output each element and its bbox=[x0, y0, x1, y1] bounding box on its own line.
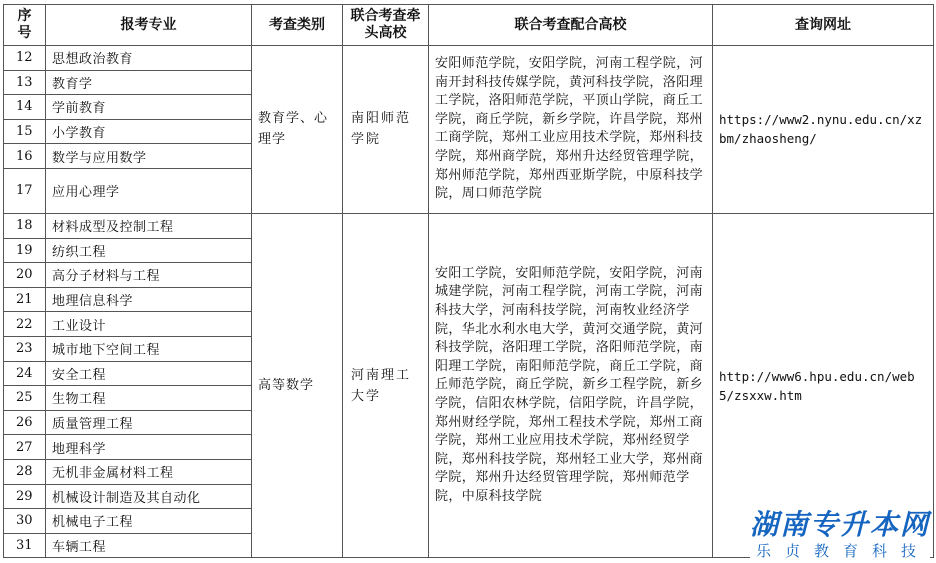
group-url: http://www6.hpu.edu.cn/web5/zsxxw.htm bbox=[713, 213, 934, 557]
group-partner-schools: 安阳师范学院，安阳学院，河南工程学院，河南开封科技传媒学院，黄河科技学院，洛阳理工学院，洛阳师范学院，平顶山学院，商丘工学院，商丘学院，新乡学院，许昌学院，郑州工商学院，郑州工业应用技术学院，郑州科技学院，郑州商学院，郑州升达经贸管理学院，郑州师范学院，郑州西亚斯学院，中原科技学院，周口师范学院 bbox=[429, 46, 713, 214]
watermark-logo bbox=[750, 509, 930, 561]
table-row bbox=[4, 213, 934, 238]
header-row bbox=[4, 5, 934, 46]
row-no: 28 bbox=[4, 459, 46, 484]
watermark-subtitle: 乐贞教育科技 bbox=[750, 541, 930, 561]
row-no: 30 bbox=[4, 509, 46, 534]
row-major: 机械设计制造及其自动化 bbox=[46, 484, 252, 509]
row-no: 19 bbox=[4, 238, 46, 263]
watermark-title: 湖南专升本网 bbox=[749, 508, 930, 541]
group-category: 高等数学 bbox=[252, 213, 343, 557]
row-no: 23 bbox=[4, 336, 46, 361]
row-major: 思想政治教育 bbox=[46, 46, 252, 71]
row-no: 24 bbox=[4, 361, 46, 386]
group-partner-schools: 安阳工学院，安阳师范学院，安阳学院，河南城建学院，河南工程学院，河南工学院，河南科技大学，河南科技学院，河南牧业经济学院，华北水利水电大学，黄河交通学院，黄河科技学院，洛阳理工学院，洛阳师范学院，南阳理工学院，南阳师范学院，商丘工学院，商丘师范学院，商丘学院，新乡工程学院，新乡学院，信阳农林学院，信阳学院，许昌学院，郑州财经学院，郑州工程技术学院，郑州工商学院，郑州工业应用技术学院，郑州经贸学院，郑州科技学院，郑州轻工业大学，郑州商学院，郑州升达经贸管理学院，郑州师范学院，中原科技学院 bbox=[429, 213, 713, 557]
row-no: 18 bbox=[4, 213, 46, 238]
row-major: 教育学 bbox=[46, 70, 252, 95]
row-no: 15 bbox=[4, 119, 46, 144]
row-no: 26 bbox=[4, 410, 46, 435]
row-no: 31 bbox=[4, 533, 46, 558]
row-major: 学前教育 bbox=[46, 95, 252, 120]
row-major: 纺织工程 bbox=[46, 238, 252, 263]
row-no: 25 bbox=[4, 386, 46, 411]
row-no: 27 bbox=[4, 435, 46, 460]
row-no: 12 bbox=[4, 46, 46, 71]
row-major: 无机非金属材料工程 bbox=[46, 459, 252, 484]
header-partner-schools: 联合考查配合高校 bbox=[429, 5, 713, 46]
group-url: https://www2.nynu.edu.cn/xzbm/zhaosheng/ bbox=[713, 46, 934, 214]
admissions-table bbox=[3, 4, 934, 558]
row-major: 工业设计 bbox=[46, 312, 252, 337]
row-no: 13 bbox=[4, 70, 46, 95]
header-lead-school: 联合考查牵头高校 bbox=[343, 5, 429, 46]
row-no: 29 bbox=[4, 484, 46, 509]
group-lead-school: 河南理工大学 bbox=[343, 213, 429, 557]
row-major: 地理信息科学 bbox=[46, 287, 252, 312]
group-category: 教育学、心理学 bbox=[252, 46, 343, 214]
row-major: 高分子材料与工程 bbox=[46, 263, 252, 288]
header-no: 序号 bbox=[4, 5, 46, 46]
row-major: 生物工程 bbox=[46, 386, 252, 411]
row-major: 地理科学 bbox=[46, 435, 252, 460]
row-no: 16 bbox=[4, 144, 46, 169]
row-no: 20 bbox=[4, 263, 46, 288]
row-major: 小学教育 bbox=[46, 119, 252, 144]
group-lead-school: 南阳师范学院 bbox=[343, 46, 429, 214]
header-category: 考查类别 bbox=[252, 5, 343, 46]
header-url: 查询网址 bbox=[713, 5, 934, 46]
row-major: 机械电子工程 bbox=[46, 509, 252, 534]
row-no: 17 bbox=[4, 168, 46, 213]
row-major: 数学与应用数学 bbox=[46, 144, 252, 169]
row-no: 22 bbox=[4, 312, 46, 337]
row-major: 城市地下空间工程 bbox=[46, 336, 252, 361]
row-major: 车辆工程 bbox=[46, 533, 252, 558]
row-major: 质量管理工程 bbox=[46, 410, 252, 435]
row-major: 应用心理学 bbox=[46, 168, 252, 213]
header-major: 报考专业 bbox=[46, 5, 252, 46]
row-major: 材料成型及控制工程 bbox=[46, 213, 252, 238]
row-major: 安全工程 bbox=[46, 361, 252, 386]
row-no: 21 bbox=[4, 287, 46, 312]
row-no: 14 bbox=[4, 95, 46, 120]
table-row bbox=[4, 46, 934, 71]
